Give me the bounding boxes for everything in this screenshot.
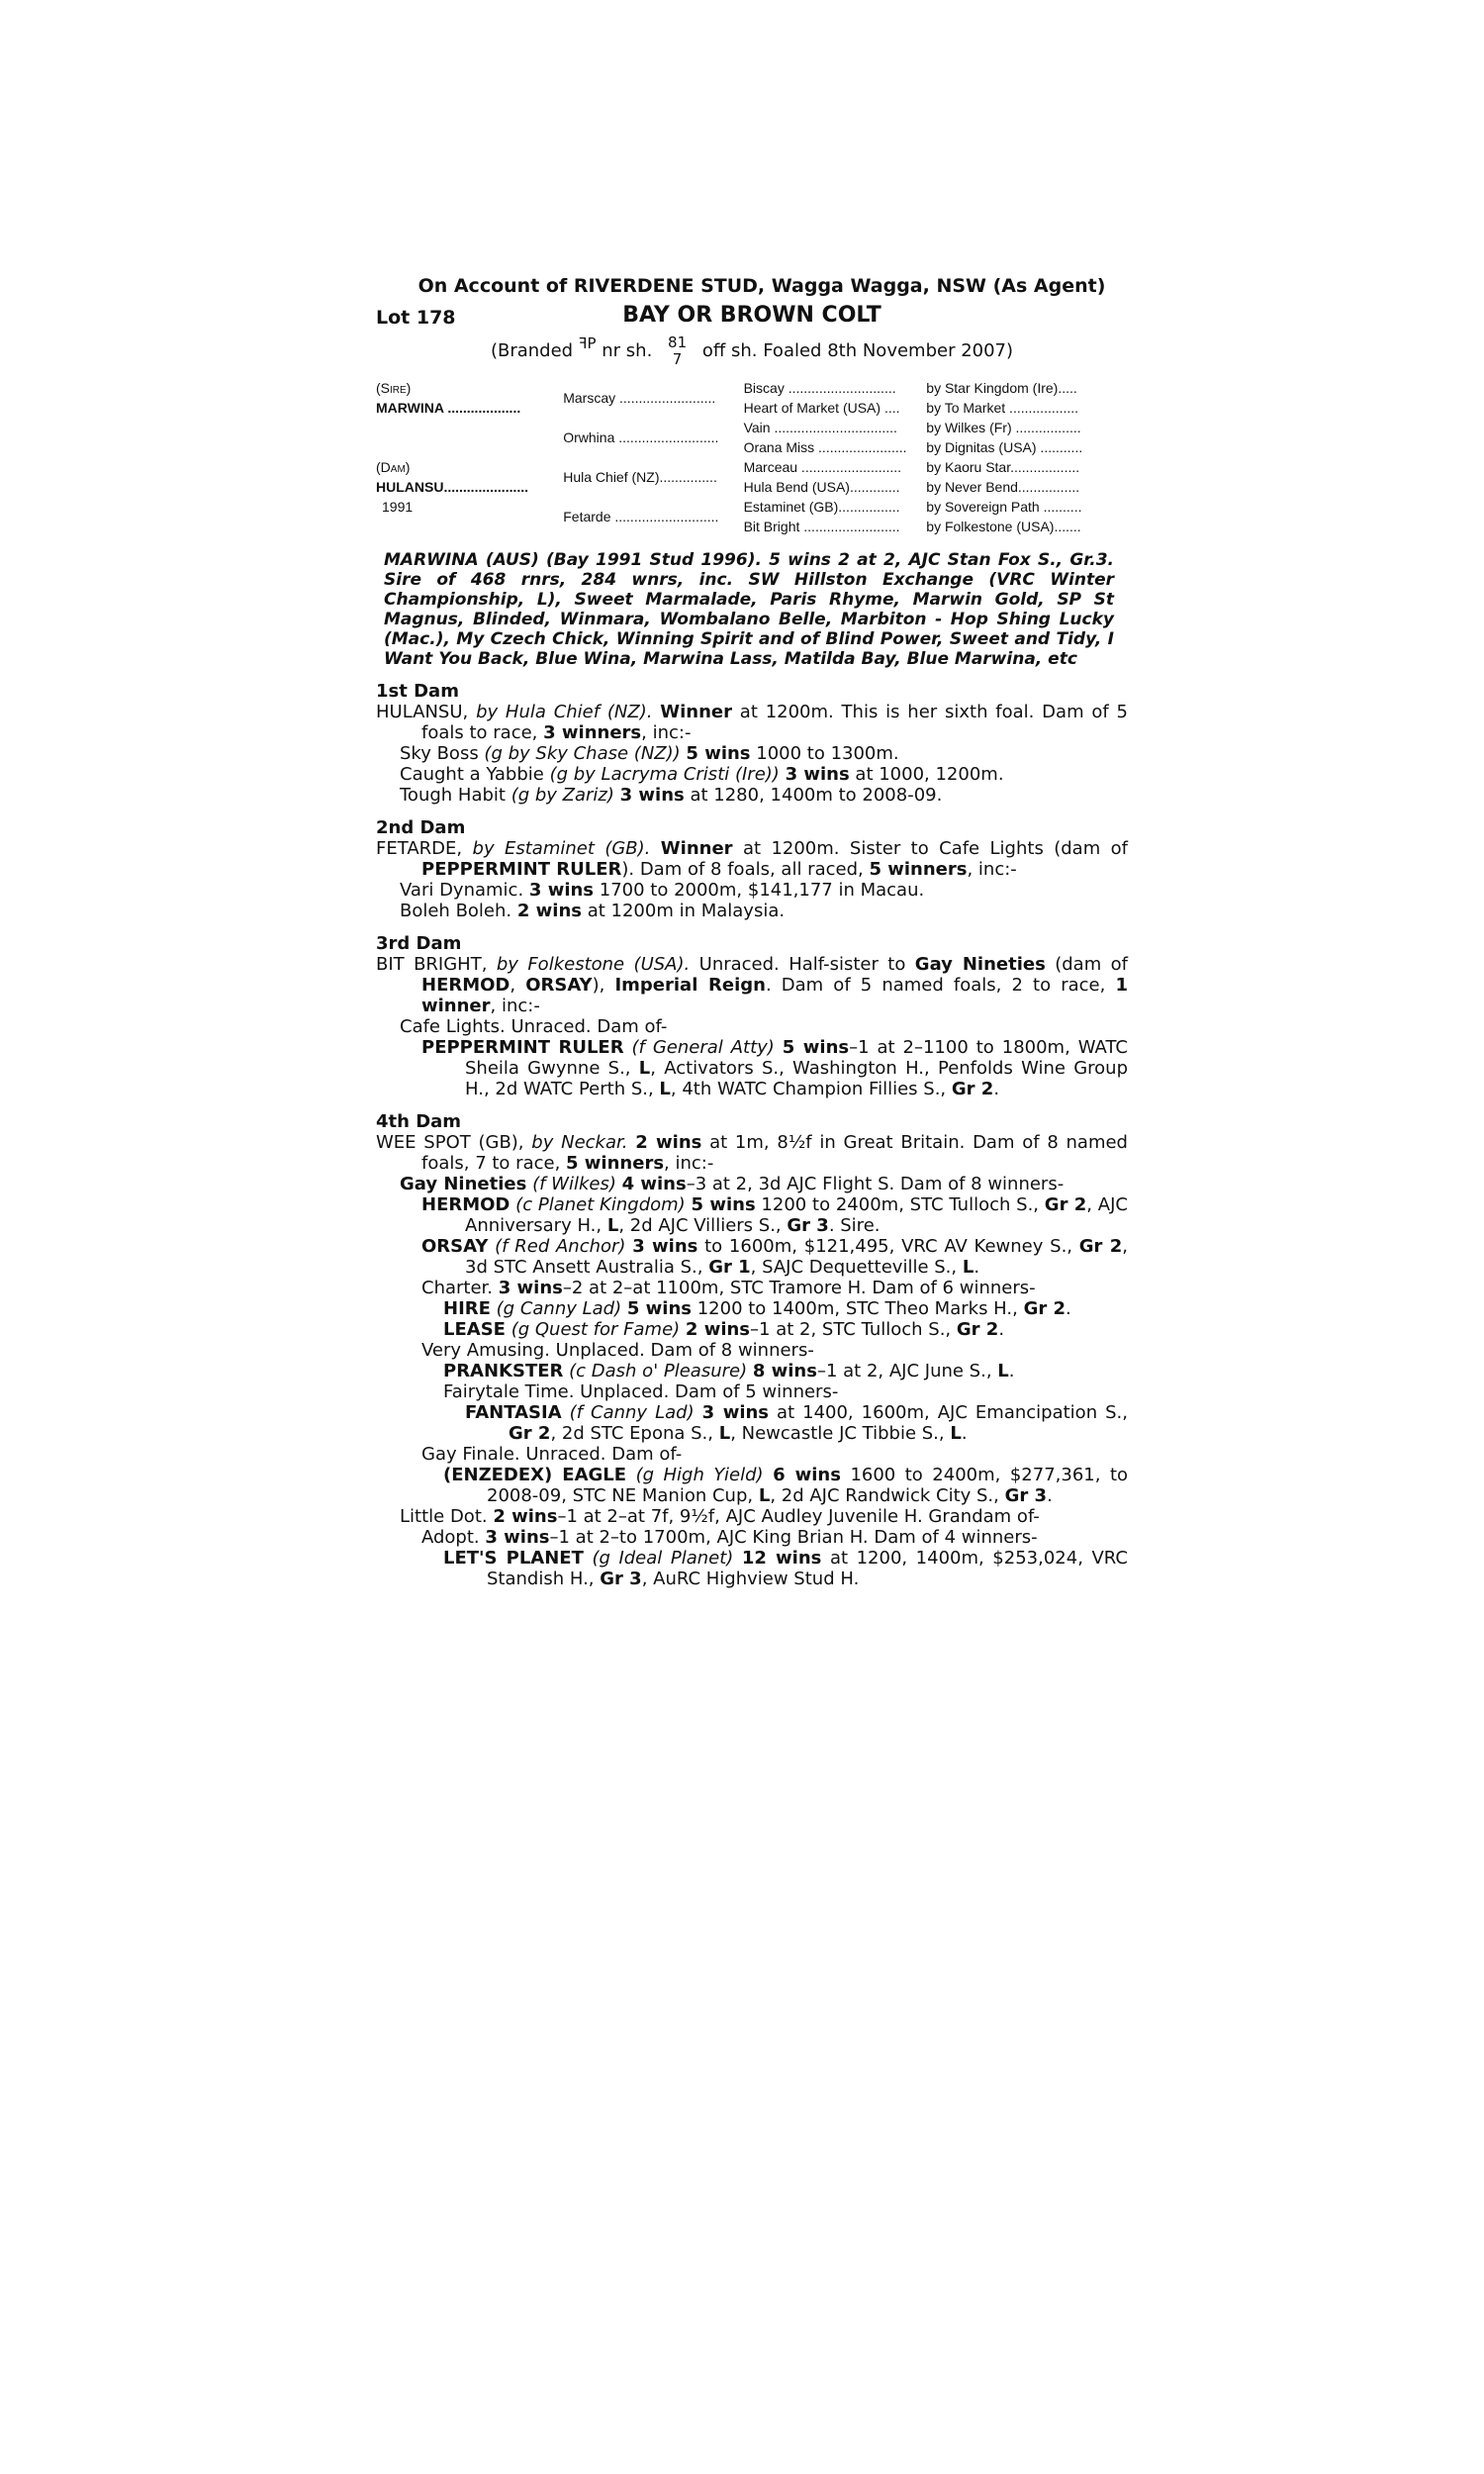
pedigree-g2-4: Marceau .......................... bbox=[743, 459, 902, 475]
third-dam-text: BIT BRIGHT, by Folkestone (USA). Unraced. Half-sister to Gay Nineties (dam of HERMOD, ORSAY), Imperial Reign. Dam of 5 named foals, 2 to race, 1 winner, inc:- Cafe Lights. Unraced. Dam of- PEPPERMINT RULER (f General Atty) 5 wins–1 at 2–1100 to 1800m, WATC Sheila Gwynne S., L, Activators S., Washington H., Penfolds Wine Group H., 2d WATC Perth S., L, 4th WATC Champion Fillies S., Gr 2. bbox=[376, 954, 1129, 1099]
dam-foaled-year: 1991 bbox=[382, 499, 414, 515]
first-dam-heading: 1st Dam bbox=[376, 681, 459, 702]
fraction-bottom: 7 bbox=[672, 350, 683, 368]
pedigree-g1-2: Hula Chief (NZ)............... bbox=[563, 469, 717, 485]
brand-fraction bbox=[668, 334, 687, 368]
lot-row bbox=[376, 303, 1128, 333]
fraction-top: 81 bbox=[668, 333, 688, 351]
pedigree-g1-0: Marscay ......................... bbox=[563, 390, 716, 406]
pedigree-g2-1: Heart of Market (USA) .... bbox=[743, 400, 900, 416]
branded-suffix: off sh. Foaled 8th November 2007) bbox=[701, 340, 1014, 361]
pedigree-g1-1: Orwhina .......................... bbox=[563, 429, 719, 445]
branded-mid: nr sh. bbox=[602, 340, 653, 361]
pedigree-g3-2: by Wilkes (Fr) ................. bbox=[926, 420, 1081, 435]
catalogue-page bbox=[376, 275, 1128, 1589]
second-dam-heading: 2nd Dam bbox=[376, 817, 466, 838]
branding-line bbox=[376, 334, 1128, 372]
pedigree-g3-4: by Kaoru Star.................. bbox=[926, 459, 1080, 475]
pedigree-g2-7: Bit Bright ......................... bbox=[743, 519, 900, 534]
fourth-dam-heading: 4th Dam bbox=[376, 1111, 462, 1132]
pedigree-g3-6: by Sovereign Path .......... bbox=[926, 499, 1082, 515]
sire-summary: MARWINA (AUS) (Bay 1991 Stud 1996). 5 wins 2 at 2, AJC Stan Fox S., Gr.3. Sire of 468 rnrs, 284 wnrs, inc. SW Hillston Exchange (VRC Winter Championship, L), Sweet Marmalade, Paris Rhyme, Marwin Gold, SP St Magnus, Blinded, Winmara, Wombalano Belle, Marbiton - Hop Shing Lucky (Mac.), My Czech Chick, Winning Spirit and of Blind Power, Sweet and Tidy, I Want You Back, Blue Wina, Marwina Lass, Matilda Bay, Blue Marwina, etc bbox=[384, 550, 1114, 669]
third-dam-heading: 3rd Dam bbox=[376, 933, 462, 954]
pedigree-g3-1: by To Market .................. bbox=[926, 400, 1079, 416]
vendor-line: On Account of RIVERDENE STUD, Wagga Wagga, NSW (As Agent) bbox=[417, 275, 1106, 297]
dam-label: (Dam) bbox=[376, 459, 411, 475]
sire-label: (Sire) bbox=[376, 380, 412, 396]
sire-name: MARWINA ................... bbox=[376, 400, 521, 416]
pedigree-g2-6: Estaminet (GB)................ bbox=[743, 499, 900, 515]
pedigree-g2-5: Hula Bend (USA)............. bbox=[743, 479, 900, 495]
pedigree-g1-3: Fetarde ........................... bbox=[563, 509, 719, 524]
pedigree-g3-3: by Dignitas (USA) ........... bbox=[926, 439, 1083, 455]
first-dam-text: HULANSU, by Hula Chief (NZ). Winner at 1200m. This is her sixth foal. Dam of 5 foals to race, 3 winners, inc:- Sky Boss (g by Sky Chase (NZ)) 5 wins 1000 to 1300m. Caught a Yabbie (g by Lacryma Cristi (Ire)) 3 wins at 1000, 1200m. Tough Habit (g by Zariz) 3 wins at 1280, 1400m to 2008-09. bbox=[376, 702, 1128, 806]
branded-prefix: (Branded bbox=[490, 340, 574, 361]
pedigree-g3-7: by Folkestone (USA)....... bbox=[926, 519, 1081, 534]
dam-name: HULANSU...................... bbox=[376, 479, 529, 495]
fourth-dam-text: WEE SPOT (GB), by Neckar. 2 wins at 1m, 8½f in Great Britain. Dam of 8 named foals, 7 to race, 5 winners, inc:- Gay Nineties (f Wilkes) 4 wins–3 at 2, 3d AJC Flight S. Dam of 8 winners- HERMOD (c Planet Kingdom) 5 wins 1200 to 2400m, STC Tulloch S., Gr 2, AJC Anniversary H., L, 2d AJC Villiers S., Gr 3. Sire. ORSAY (f Red Anchor) 3 wins to 1600m, $121,495, VRC AV Kewney S., Gr 2, 3d STC Ansett Australia S., Gr 1, SAJC Dequetteville S., L. Charter. 3 wins–2 at 2–at 1100m, STC Tramore H. Dam of 6 winners- HIRE (g Canny Lad) 5 wins 1200 to 1400m, STC Theo Marks H., Gr 2. LEASE (g Quest for Fame) 2 wins–1 at 2, STC Tulloch S., Gr 2. Very Amusing. Unplaced. Dam of 8 winners- PRANKSTER (c Dash o' Pleasure) 8 wins–1 at 2, AJC June S., L. Fairytale Time. Unplaced. Dam of 5 winners- FANTASIA (f Canny Lad) 3 wins at 1400, 1600m, AJC Emancipation S., Gr 2, 2d STC Epona S., L, Newcastle JC Tibbie S., L. Gay Finale. Unraced. Dam of- (ENZEDEX) EAGLE (g High Yield) 6 wins 1600 to 2400m, $277,361, to 2008-09, STC NE Manion Cup, L, 2d AJC Randwick City S., Gr 3. Little Dot. 2 wins–1 at 2–at 7f, 9½f, AJC Audley Juvenile H. Grandam of- Adopt. 3 wins–1 at 2–to 1700m, AJC King Brian H. Dam of 4 winners- LET'S PLANET (g Ideal Planet) 12 wins at 1200, 1400m, $253,024, VRC Standish H., Gr 3, AuRC Highview Stud H. bbox=[376, 1132, 1129, 1589]
pedigree-g2-3: Orana Miss ....................... bbox=[743, 439, 907, 455]
lot-description: BAY OR BROWN COLT bbox=[622, 303, 881, 328]
pedigree-g2-2: Vain ................................ bbox=[743, 420, 897, 435]
pedigree-g2-0: Biscay ............................ bbox=[743, 380, 896, 396]
pedigree-g3-0: by Star Kingdom (Ire)..... bbox=[926, 380, 1077, 396]
second-dam-text: FETARDE, by Estaminet (GB). Winner at 1200m. Sister to Cafe Lights (dam of PEPPERMINT RULER). Dam of 8 foals, all raced, 5 winners, inc:- Vari Dynamic. 3 wins 1700 to 2000m, $141,177 in Macau. Boleh Boleh. 2 wins at 1200m in Malaysia. bbox=[376, 838, 1128, 921]
lot-number: Lot 178 bbox=[376, 307, 456, 329]
pedigree-g3-5: by Never Bend................ bbox=[926, 479, 1080, 495]
pedigree-table bbox=[376, 378, 1128, 536]
brand-mark-icon: ꟻP bbox=[578, 334, 597, 352]
